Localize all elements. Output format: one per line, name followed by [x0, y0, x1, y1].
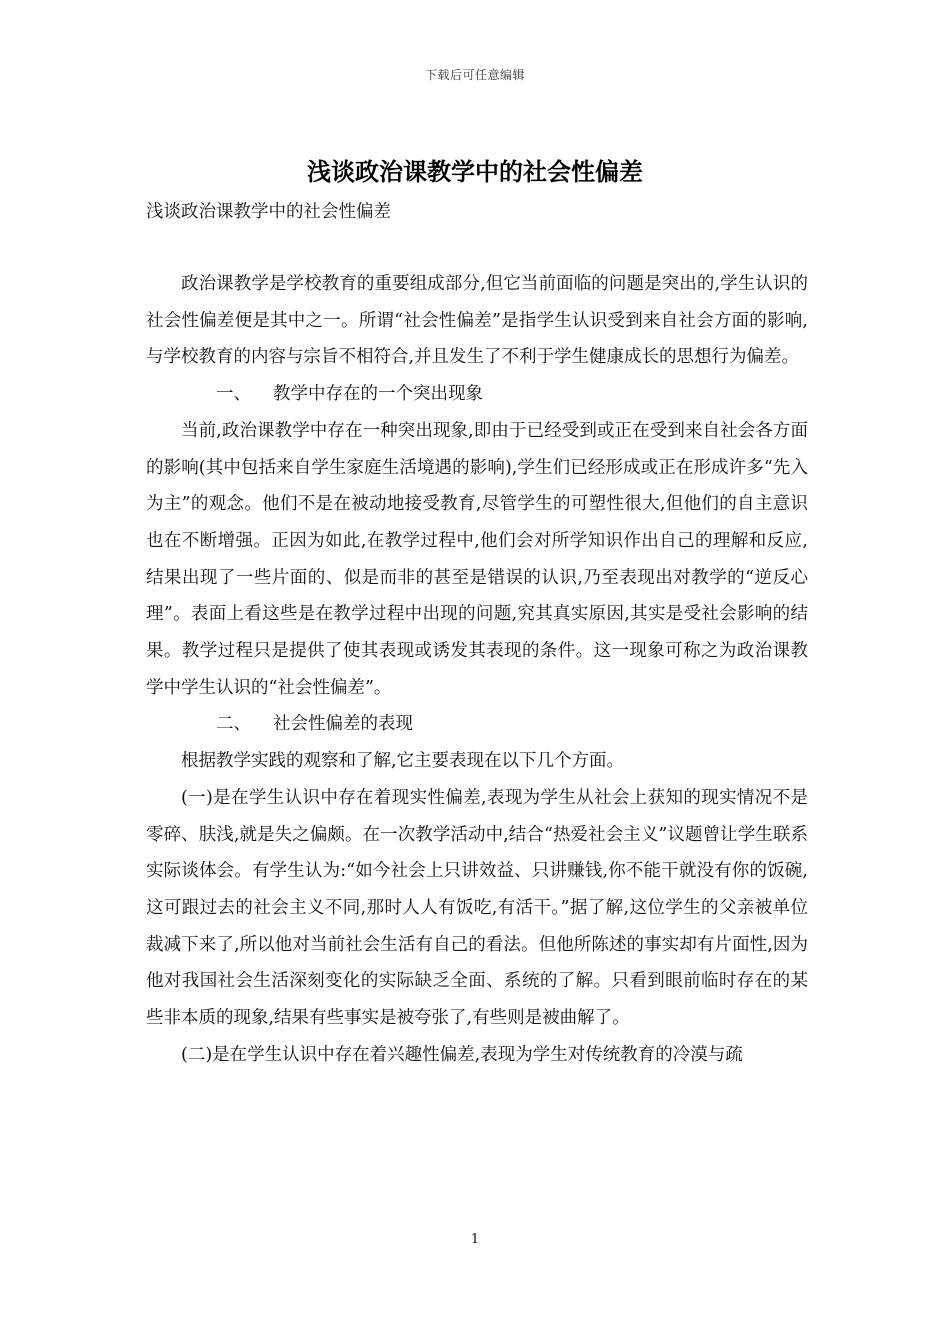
document-subtitle: 浅谈政治课教学中的社会性偏差: [146, 202, 391, 222]
document-title: 浅谈政治课教学中的社会性偏差: [307, 157, 643, 186]
paragraph-reality-bias: (一)是在学生认识中存在着现实性偏差,表现为学生从社会上获知的现实情况不是零碎、肤浅,就是失之偏颇。在一次教学活动中,结合“热爱社会主义”议题曾让学生联系实际谈体会。有学生认为:“如今社会上只讲效益、只讲赚钱,你不能干就没有你的饭碗,这可跟过去的社会主义不同,那时人人有饭吃,有活干。”据了解,这位学生的父亲被单位裁减下来了,所以他对当前社会生活有自己的看法。但他所陈述的事实却有片面性,因为他对我国社会生活深刻变化的实际缺乏全面、系统的了解。只看到眼前临时存在的某些非本质的现象,结果有些事实是被夸张了,有些则是被曲解了。: [146, 787, 808, 1029]
section-heading-2-number: 二、: [216, 714, 251, 735]
section-heading-2-text: 社会性偏差的表现: [273, 714, 413, 735]
page-number: 1: [470, 1232, 480, 1247]
document-body: [146, 266, 808, 1073]
paragraph-intro: 政治课教学是学校教育的重要组成部分,但它当前面临的问题是突出的,学生认识的社会性偏差便是其中之一。所谓“社会性偏差”是指学生认识受到来自社会方面的影响,与学校教育的内容与宗旨不相符合,并且发生了不利于学生健康成长的思想行为偏差。: [146, 274, 808, 368]
section-heading-1-text: 教学中存在的一个突出现象: [273, 384, 483, 405]
section-heading-1-number: 一、: [216, 384, 251, 405]
paragraph-aspects-intro: 根据教学实践的观察和了解,它主要表现在以下几个方面。: [181, 751, 625, 772]
paragraph-interest-bias: (二)是在学生认识中存在着兴趣性偏差,表现为学生对传统教育的冷漠与疏: [181, 1044, 743, 1065]
section-heading-2: [146, 706, 808, 743]
section-heading-1: [146, 376, 808, 413]
header-note: 下载后可任意编辑: [424, 68, 525, 82]
paragraph-phenomenon: 当前,政治课教学中存在一种突出现象,即由于已经受到或正在受到来自社会各方面的影响(其中包括来自学生家庭生活境遇的影响),学生们已经形成或正在形成许多“先入为主”的观念。他们不是在被动地接受教育,尽管学生的可塑性很大,但他们的自主意识也在不断增强。正因为如此,在教学过程中,他们会对所学知识作出自己的理解和反应,结果出现了一些片面的、似是而非的甚至是错误的认识,乃至表现出对教学的“逆反心理”。表面上看这些是在教学过程中出现的问题,究其真实原因,其实是受社会影响的结果。教学过程只是提供了使其表现或诱发其表现的条件。这一现象可称之为政治课教学中学生认识的“社会性偏差”。: [146, 420, 808, 698]
